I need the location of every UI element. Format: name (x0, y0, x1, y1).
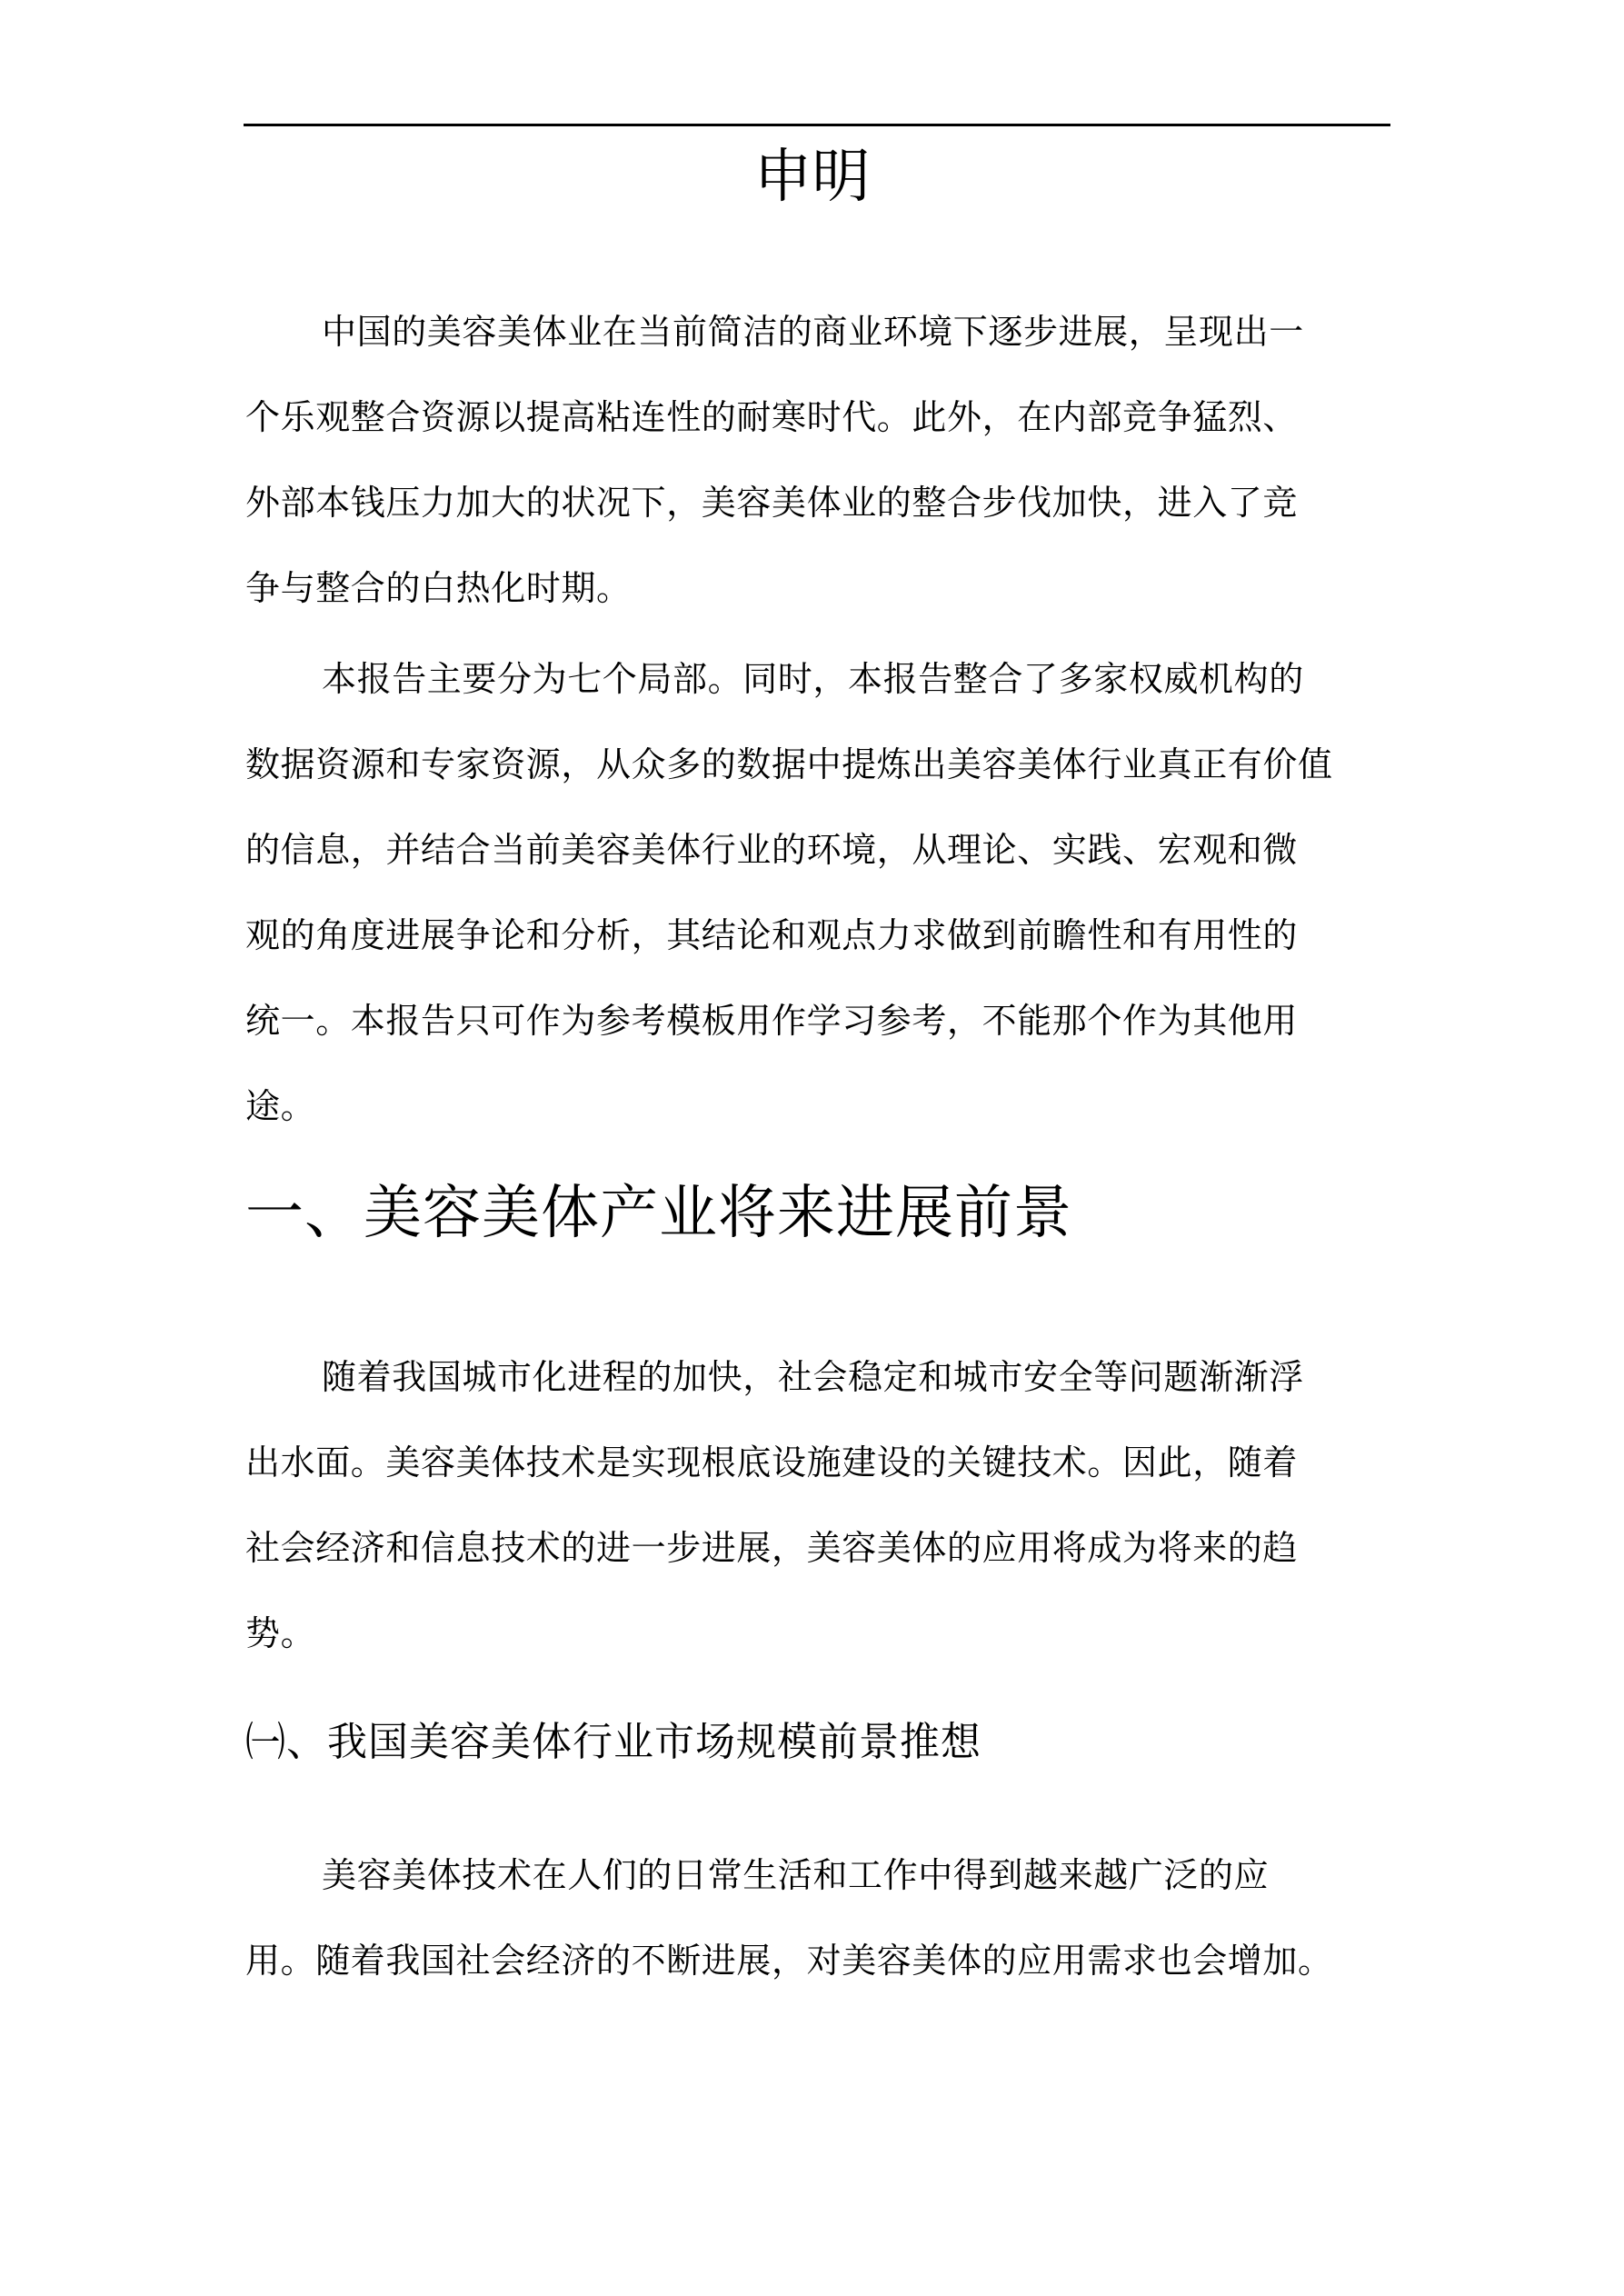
statement-paragraph-1 (245, 289, 1409, 631)
text-line: 随着我国城市化进程的加快，社会稳定和城市安全等问题渐渐浮 (322, 1357, 1304, 1397)
text-line: 用。随着我国社会经济的不断进展，对美容美体的应用需求也会增加。 (245, 1941, 1333, 1981)
section-paragraph-1 (245, 1334, 1409, 1676)
statement-paragraph-2 (245, 636, 1409, 1149)
section-heading: 一、美容美体产业将来进展前景 (245, 1180, 1072, 1247)
text-line: 出水面。美容美体技术是实现根底设施建设的关键技术。因此，随着 (245, 1442, 1299, 1482)
text-line: 途。 (245, 1086, 316, 1126)
text-line: 美容美体技术在人们的日常生活和工作中得到越来越广泛的应 (322, 1855, 1270, 1895)
text-line: 统一。本报告只可作为参考模板用作学习参考，不能那个作为其他用 (245, 1001, 1299, 1041)
text-line: 外部本钱压力加大的状况下，美容美体业的整合步伐加快，进入了竞 (245, 483, 1299, 523)
subsection-heading: ㈠、我国美容美体行业市场规模前景推想 (245, 1719, 981, 1765)
page-title: 申明 (753, 144, 871, 211)
text-line: 观的角度进展争论和分析，其结论和观点力求做到前瞻性和有用性的 (245, 915, 1299, 955)
text-line: 的信息，并结合当前美容美体行业的环境，从理论、实践、宏观和微 (245, 830, 1299, 870)
text-line: 争与整合的白热化时期。 (245, 568, 632, 608)
text-line: 中国的美容美体业在当前简洁的商业环境下逐步进展，呈现出一 (322, 312, 1304, 352)
text-line: 个乐观整合资源以提高粘连性的耐寒时代。此外，在内部竞争猛烈、 (245, 397, 1299, 437)
text-line: 势。 (245, 1613, 316, 1653)
text-line: 本报告主要分为七个局部。同时，本报告整合了多家权威机构的 (322, 659, 1304, 699)
text-line: 数据资源和专家资源，从众多的数据中提炼出美容美体行业真正有价值 (245, 744, 1333, 784)
text-line: 社会经济和信息技术的进一步进展，美容美体的应用将成为将来的趋 (245, 1528, 1299, 1568)
subsection-paragraph-1 (245, 1832, 1409, 2003)
header-rule (244, 124, 1390, 126)
